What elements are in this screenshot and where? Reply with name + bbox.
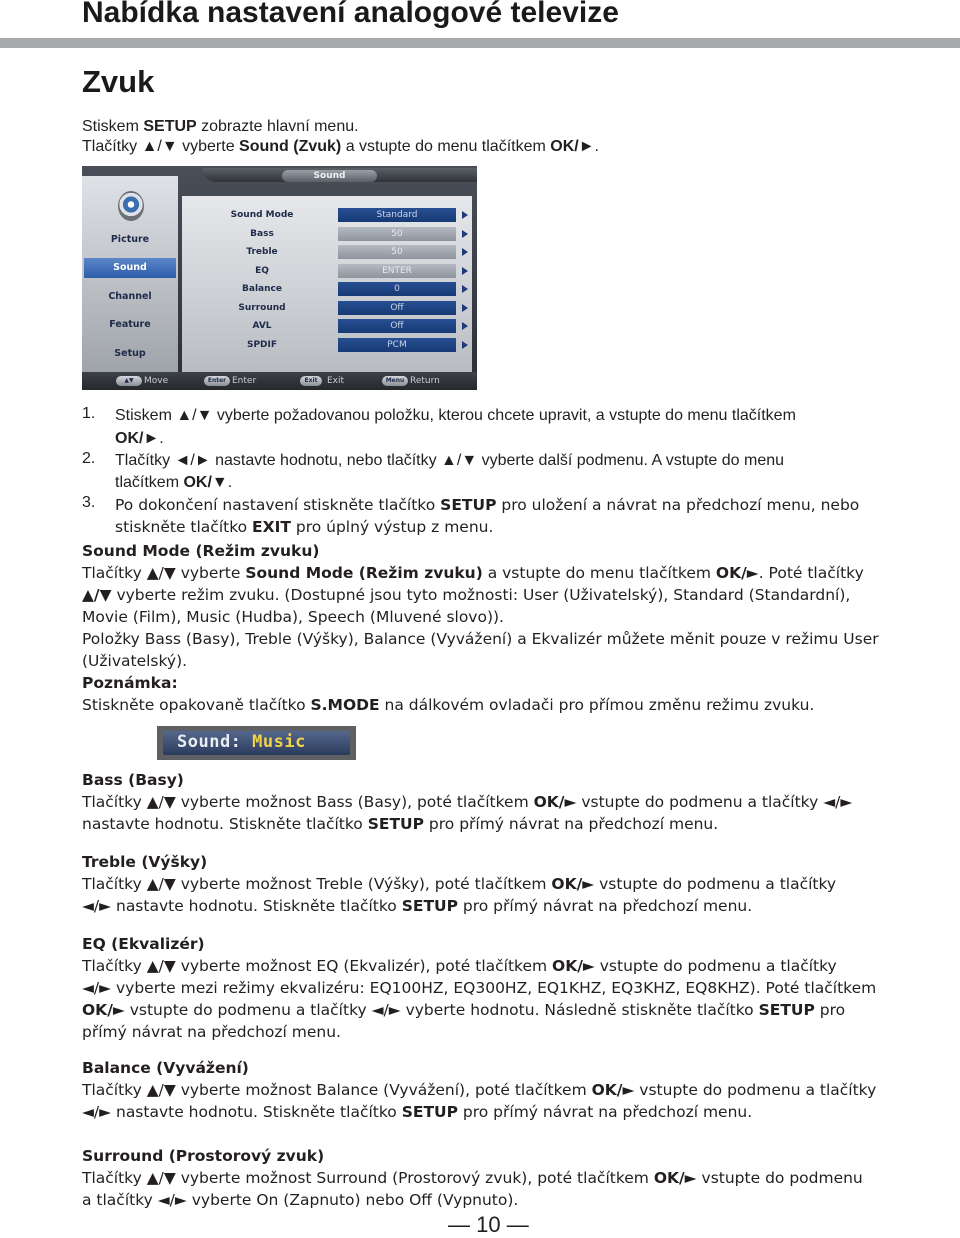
tv-row-value: 0 <box>338 282 456 296</box>
tv-footer-key: Menu <box>382 376 408 386</box>
note-heading: Poznámka: <box>82 674 178 692</box>
tv-sidebar-item-feature: Feature <box>109 319 151 330</box>
tv-row-label: Treble <box>246 247 278 257</box>
step-2-line-2: tlačítkem OK/▼. <box>115 474 233 491</box>
tv-row-value: Off <box>338 319 456 333</box>
tv-row-label: Sound Mode <box>230 210 294 220</box>
tv-row-value: Standard <box>338 208 456 222</box>
step-number: 2. <box>82 450 96 467</box>
balance-line-2: ◄/► nastavte hodnotu. Stiskněte tlačítko SETUP pro přímý návrat na předchozí menu. <box>82 1103 753 1121</box>
tv-row-arrow-icon <box>462 285 468 293</box>
step-1-line-1: Stiskem ▲/▼ vyberte požadovanou položku, kterou chcete upravit, a vstupte do menu tlačítkem <box>115 407 796 424</box>
sound-mode-line-4: Položky Bass (Basy), Treble (Výšky), Balance (Vyvážení) a Ekvalizér můžete měnit pouze v režimu User <box>82 630 879 648</box>
header-rule <box>0 38 960 48</box>
sound-mode-banner <box>157 726 356 760</box>
sound-mode-line-5: (Uživatelský). <box>82 652 188 670</box>
tv-row-arrow-icon <box>462 304 468 312</box>
step-2-line-1: Tlačítky ◄/► nastavte hodnotu, nebo tlačítky ▲/▼ vyberte další podmenu. A vstupte do menu <box>115 452 785 469</box>
tv-row-value: 50 <box>338 227 456 241</box>
sound-mode-banner-text: Sound: Music <box>177 732 306 752</box>
sound-mode-banner-inner <box>163 731 350 755</box>
tv-footer-label: Return <box>410 376 440 386</box>
tv-row-arrow-icon <box>462 322 468 330</box>
sound-mode-line-1: Tlačítky ▲/▼ vyberte Sound Mode (Režim zvuku) a vstupte do menu tlačítkem OK/►. Poté tlačítky <box>82 564 864 582</box>
note-text: Stiskněte opakovaně tlačítko S.MODE na dálkovém ovladači pro přímou změnu režimu zvuku. <box>82 696 815 714</box>
tv-sidebar-item-sound: Sound <box>84 258 176 278</box>
intro-line-2: Tlačítky ▲/▼ vyberte Sound (Zvuk) a vstupte do menu tlačítkem OK/►. <box>82 138 599 155</box>
tv-sidebar <box>82 176 178 372</box>
step-3-line-2: stiskněte tlačítko EXIT pro úplný výstup z menu. <box>115 518 494 536</box>
treble-line-1: Tlačítky ▲/▼ vyberte možnost Treble (Výšky), poté tlačítkem OK/► vstupte do podmenu a tlačítky <box>82 875 837 893</box>
tv-logo-icon <box>118 191 144 221</box>
eq-line-4: přímý návrat na předchozí menu. <box>82 1023 341 1041</box>
tv-row-arrow-icon <box>462 341 468 349</box>
tv-row-value: ENTER <box>338 264 456 278</box>
tv-sidebar-item-setup: Setup <box>114 348 146 359</box>
tv-row-arrow-icon <box>462 230 468 238</box>
intro-line-1: Stiskem SETUP zobrazte hlavní menu. <box>82 118 359 135</box>
surround-line-2: a tlačítky ◄/► vyberte On (Zapnuto) nebo Off (Vypnuto). <box>82 1191 519 1209</box>
tv-row-arrow-icon <box>462 267 468 275</box>
treble-heading: Treble (Výšky) <box>82 853 208 871</box>
page-number: — 10 — <box>448 1212 529 1237</box>
tv-footer-key: ▲▼ <box>116 376 142 386</box>
eq-line-2: ◄/► vyberte mezi režimy ekvalizéru: EQ100HZ, EQ300HZ, EQ1KHZ, EQ3KHZ, EQ8KHZ). Poté tlačítkem <box>82 979 877 997</box>
tv-row-arrow-icon <box>462 211 468 219</box>
tv-sidebar-item-picture: Picture <box>110 234 150 245</box>
step-3-line-1: Po dokončení nastavení stiskněte tlačítko SETUP pro uložení a návrat na předchozí menu, nebo <box>115 496 860 514</box>
tv-footer-key: Exit <box>300 376 322 386</box>
bass-heading: Bass (Basy) <box>82 771 184 789</box>
bass-line-2: nastavte hodnotu. Stiskněte tlačítko SETUP pro přímý návrat na předchozí menu. <box>82 815 719 833</box>
tv-row-label: Surround <box>238 303 286 313</box>
balance-line-1: Tlačítky ▲/▼ vyberte možnost Balance (Vyvážení), poté tlačítkem OK/► vstupte do podmenu a tlačítky <box>82 1081 877 1099</box>
balance-heading: Balance (Vyvážení) <box>82 1059 249 1077</box>
tv-sidebar-item-channel: Channel <box>108 291 152 302</box>
step-number: 3. <box>82 494 96 511</box>
tv-row-value: PCM <box>338 338 456 352</box>
tv-row-label: AVL <box>252 321 272 331</box>
step-1-line-2: OK/►. <box>115 430 164 447</box>
tv-row-value: Off <box>338 301 456 315</box>
eq-heading: EQ (Ekvalizér) <box>82 935 205 953</box>
tv-row-label: SPDIF <box>246 340 278 350</box>
surround-line-1: Tlačítky ▲/▼ vyberte možnost Surround (Prostorový zvuk), poté tlačítkem OK/► vstupte do podmenu <box>82 1169 863 1187</box>
tv-footer-label: Exit <box>327 376 345 386</box>
sound-mode-line-2: ▲/▼ vyberte režim zvuku. (Dostupné jsou tyto možnosti: User (Uživatelský), Standard (Standardní), <box>82 586 851 604</box>
tv-row-label: Balance <box>242 284 282 294</box>
tv-footer-key: Enter <box>204 376 230 386</box>
bass-line-1: Tlačítky ▲/▼ vyberte možnost Bass (Basy), poté tlačítkem OK/► vstupte do podmenu a tlačítky ◄/► <box>82 793 853 811</box>
surround-heading: Surround (Prostorový zvuk) <box>82 1147 325 1165</box>
section-title: Zvuk <box>82 64 155 99</box>
tv-footer-label: Enter <box>232 376 257 386</box>
tv-row-label: EQ <box>255 266 269 276</box>
tv-row-value: 50 <box>338 245 456 259</box>
tv-footer-label: Move <box>144 376 169 386</box>
eq-line-1: Tlačítky ▲/▼ vyberte možnost EQ (Ekvalizér), poté tlačítkem OK/► vstupte do podmenu a tlačítky <box>82 957 837 975</box>
sound-mode-heading: Sound Mode (Režim zvuku) <box>82 542 320 560</box>
sound-mode-line-3: Movie (Film), Music (Hudba), Speech (Mluvené slovo)). <box>82 608 504 626</box>
tv-menu-title: Sound <box>282 170 377 182</box>
page-header-title: Nabídka nastavení analogové televize <box>82 0 619 29</box>
tv-settings-panel <box>182 196 472 372</box>
tv-row-label: Bass <box>250 229 274 239</box>
treble-line-2: ◄/► nastavte hodnotu. Stiskněte tlačítko SETUP pro přímý návrat na předchozí menu. <box>82 897 753 915</box>
tv-footer-bar <box>82 372 477 390</box>
tv-row-arrow-icon <box>462 248 468 256</box>
tv-sound-menu-screenshot <box>82 166 477 390</box>
step-number: 1. <box>82 405 96 422</box>
eq-line-3: OK/► vstupte do podmenu a tlačítky ◄/► vyberte hodnotu. Následně stiskněte tlačítko SETUP pro <box>82 1001 846 1019</box>
